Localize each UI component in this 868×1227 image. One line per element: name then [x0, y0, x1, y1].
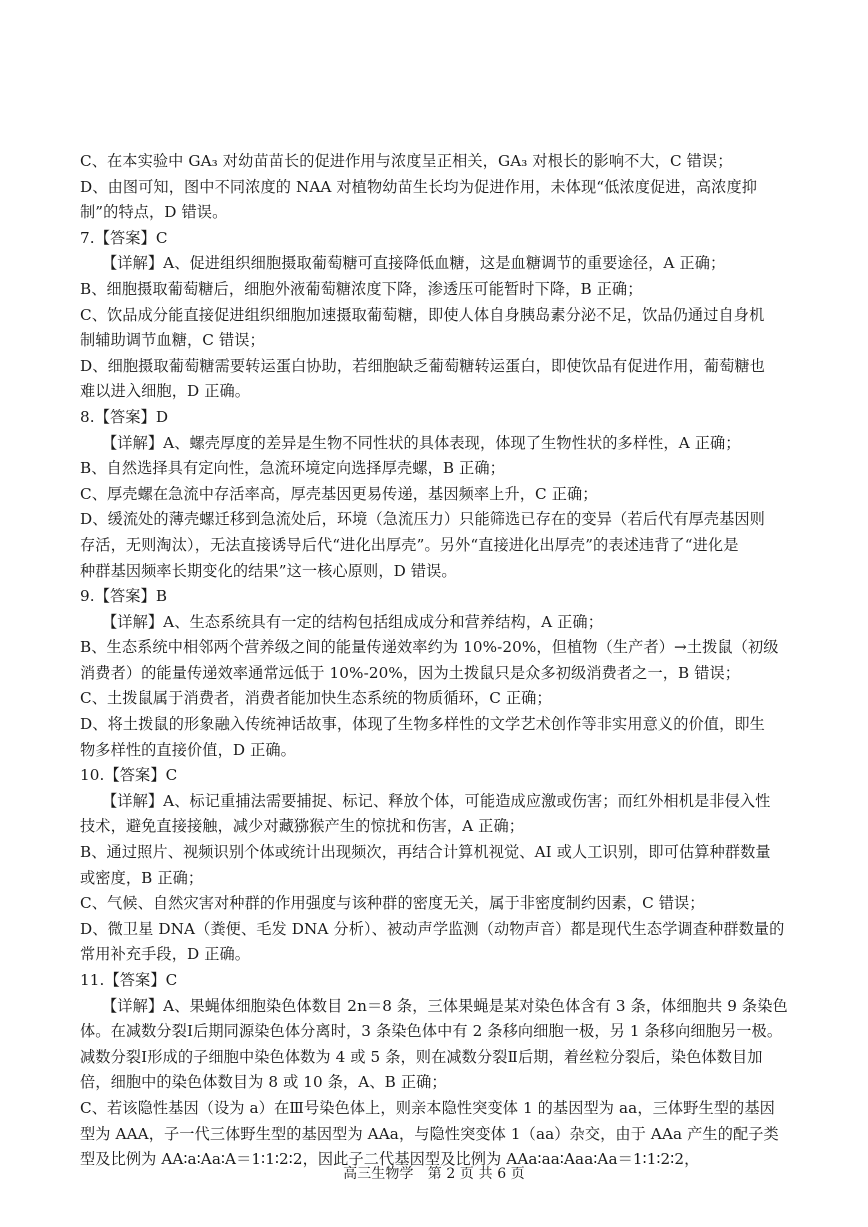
text-line: 型为 AAA，子一代三体野生型的基因型为 AAa，与隐性突变体 1（aa）杂交，由于 AAa 产生的配子类	[80, 1124, 779, 1143]
text-line: 消费者）的能量传递效率通常远低于 10%-20%，因为土拨鼠只是众多初级消费者之一，B 错误；	[80, 663, 741, 682]
text-line: 存活，无则淘汰），无法直接诱导后代“进化出厚壳”。另外“直接进化出厚壳”的表述违背了“进化是	[80, 535, 739, 554]
text-line: 10.【答案】C	[80, 766, 178, 785]
text-line: 技术，避免直接接触，减少对藏猕猴产生的惊扰和伤害，A 正确；	[80, 817, 525, 836]
text-line: 制辅助调节血糖，C 错误；	[80, 331, 265, 350]
text-line: 常用补充手段，D 正确。	[80, 945, 251, 964]
text-line: 7.【答案】C	[80, 228, 168, 247]
text-line: C、土拨鼠属于消费者，消费者能加快生态系统的物质循环，C 正确；	[80, 689, 552, 708]
text-line: 【详解】A、螺壳厚度的差异是生物不同性状的具体表现，体现了生物性状的多样性，A 正确；	[102, 433, 741, 452]
text-line: 【详解】A、生态系统具有一定的结构包括组成成分和营养结构，A 正确；	[102, 612, 603, 631]
text-line: B、生态系统中相邻两个营养级之间的能量传递效率约为 10%-20%，但植物（生产者）→土拨鼠（初级	[80, 638, 779, 657]
text-line: 难以进入细胞，D 正确。	[80, 382, 251, 401]
text-line: D、由图可知，图中不同浓度的 NAA 对植物幼苗生长均为促进作用，未体现“低浓度促进，高浓度抑	[80, 177, 758, 196]
text-line: C、厚壳螺在急流中存活率高，厚壳基因更易传递，基因频率上升，C 正确；	[80, 484, 598, 503]
text-line: 型及比例为 AA∶a∶Aa∶A＝1∶1∶2∶2，因此子二代基因型及比例为 AAa∶aa∶Aaa∶Aa＝1∶1∶2∶2，	[80, 1150, 700, 1169]
text-line: 物多样性的直接价值，D 正确。	[80, 740, 296, 759]
text-line: C、在本实验中 GA₃ 对幼苗苗长的促进作用与浓度呈正相关，GA₃ 对根长的影响不大，C 错误；	[80, 152, 733, 170]
text-line: 种群基因频率长期变化的结果”这一核心原则，D 错误。	[80, 561, 457, 580]
text-line: D、缓流处的薄壳螺迁移到急流处后，环境（急流压力）只能筛选已存在的变异（若后代有厚壳基因则	[80, 510, 765, 529]
text-line: D、细胞摄取葡萄糖需要转运蛋白协助，若细胞缺乏葡萄糖转运蛋白，即使饮品有促进作用，葡萄糖也	[80, 356, 765, 375]
answer-explanations	[80, 149, 792, 1173]
text-line: 制”的特点，D 错误。	[80, 203, 228, 222]
page-footer: 高三生物学 第 2 页 共 6 页	[343, 1166, 525, 1182]
text-line: 9.【答案】B	[80, 587, 168, 606]
text-line: 【详解】A、促进组织细胞摄取葡萄糖可直接降低血糖，这是血糖调节的重要途径，A 正确；	[102, 254, 726, 273]
text-line: 8.【答案】D	[80, 407, 169, 426]
text-line: 减数分裂Ⅰ形成的子细胞中染色体数为 4 或 5 条，则在减数分裂Ⅱ后期，着丝粒分裂后，染色体数目加	[80, 1047, 763, 1066]
text-line: B、自然选择具有定向性，急流环境定向选择厚壳螺，B 正确；	[80, 459, 505, 478]
text-line: C、饮品成分能直接促进组织细胞加速摄取葡萄糖，即使人体自身胰岛素分泌不足，饮品仍通过自身机	[80, 305, 765, 324]
text-line: C、若该隐性基因（设为 a）在Ⅲ号染色体上，则亲本隐性突变体 1 的基因型为 aa，三体野生型的基因	[80, 1098, 775, 1117]
text-line: 11.【答案】C	[80, 971, 178, 989]
text-line: C、气候、自然灾害对种群的作用强度与该种群的密度无关，属于非密度制约因素，C 错误；	[80, 894, 705, 913]
text-line: 【详解】A、标记重捕法需要捕捉、标记、释放个体，可能造成应激或伤害；而红外相机是非侵入性	[102, 791, 771, 810]
text-line: D、微卫星 DNA（粪便、毛发 DNA 分析）、被动声学监测（动物声音）都是现代生态学调查种群数量的	[80, 919, 785, 938]
text-line: 【详解】A、果蝇体细胞染色体数目 2n＝8 条，三体果蝇是某对染色体含有 3 条，体细胞共 9 条染色	[102, 996, 788, 1015]
text-line: B、细胞摄取葡萄糖后，细胞外液葡萄糖浓度下降，渗透压可能暂时下降，B 正确；	[80, 279, 643, 298]
text-line: B、通过照片、视频识别个体或统计出现频次，再结合计算机视觉、AI 或人工识别，即可估算种群数量	[80, 843, 771, 862]
text-line: D、将土拨鼠的形象融入传统神话故事，体现了生物多样性的文学艺术创作等非实用意义的价值，即生	[80, 715, 765, 734]
text-line: 体。在减数分裂Ⅰ后期同源染色体分离时，3 条染色体中有 2 条移向细胞一极，另 1 条移向细胞另一极。	[80, 1022, 783, 1041]
text-line: 或密度，B 正确；	[80, 868, 204, 887]
text-line: 倍，细胞中的染色体数目为 8 或 10 条，A、B 正确；	[80, 1073, 447, 1092]
